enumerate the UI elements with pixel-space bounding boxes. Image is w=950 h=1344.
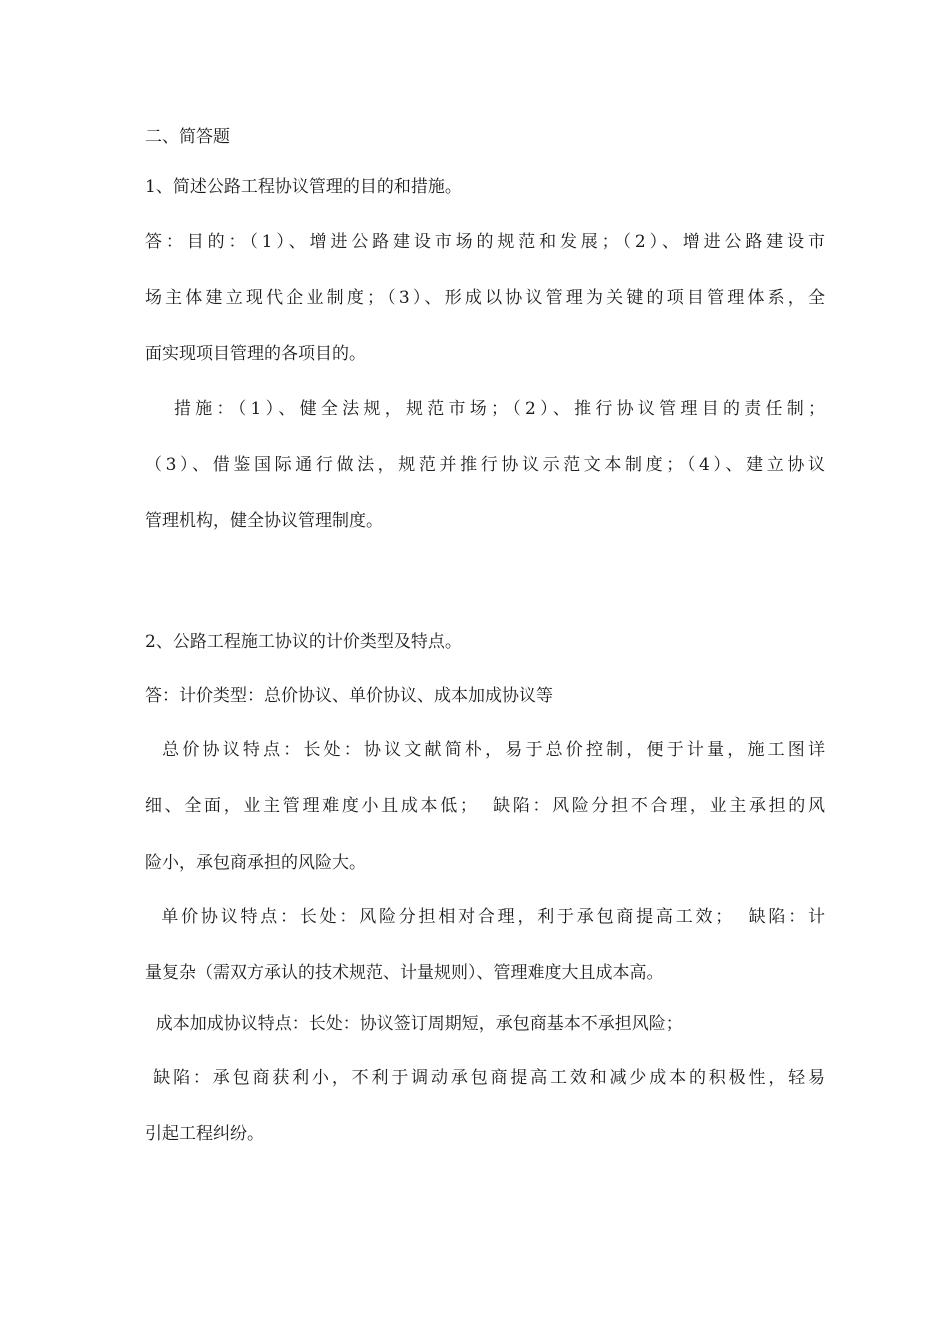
answer-2-line-7: 成本加成协议特点：长处：协议签订周期短，承包商基本不承担风险； bbox=[145, 1014, 683, 1034]
answer-1-line-2: 场主体建立现代企业制度；（3）、形成以协议管理为关键的项目管理体系，全 bbox=[145, 288, 825, 308]
answer-1-line-3: 面实现项目管理的各项目的。 bbox=[145, 344, 366, 364]
answer-1-line-5: （3）、借鉴国际通行做法，规范并推行协议示范文本制度；（4）、建立协议 bbox=[145, 455, 825, 475]
answer-2-line-9: 引起工程纠纷。 bbox=[145, 1124, 264, 1144]
answer-1-line-6: 管理机构，健全协议管理制度。 bbox=[145, 511, 383, 531]
answer-2-line-2: 总价协议特点：长处：协议文献简朴，易于总价控制，便于计量，施工图详 bbox=[145, 740, 825, 760]
question-1: 1、简述公路工程协议管理的目的和措施。 bbox=[145, 177, 462, 197]
answer-2-line-3: 细、全面，业主管理难度小且成本低； 缺陷：风险分担不合理，业主承担的风 bbox=[145, 796, 825, 816]
section-title: 二、简答题 bbox=[145, 127, 230, 147]
answer-2-line-8: 缺陷：承包商获利小，不利于调动承包商提高工效和减少成本的积极性，轻易 bbox=[145, 1068, 825, 1088]
question-2: 2、公路工程施工协议的计价类型及特点。 bbox=[145, 632, 462, 652]
answer-2-line-5: 单价协议特点：长处：风险分担相对合理，利于承包商提高工效； 缺陷：计 bbox=[145, 907, 825, 927]
answer-2-line-4: 险小，承包商承担的风险大。 bbox=[145, 853, 366, 873]
answer-1-line-1: 答：目的：（1）、增进公路建设市场的规范和发展；（2）、增进公路建设市 bbox=[145, 232, 825, 252]
answer-2-line-6: 量复杂（需双方承认的技术规范、计量规则）、管理难度大且成本高。 bbox=[145, 963, 664, 983]
answer-2-line-1: 答：计价类型：总价协议、单价协议、成本加成协议等 bbox=[145, 686, 553, 706]
answer-1-line-4: 措施：（1）、健全法规，规范市场；（2）、推行协议管理目的责任制； bbox=[145, 399, 825, 419]
